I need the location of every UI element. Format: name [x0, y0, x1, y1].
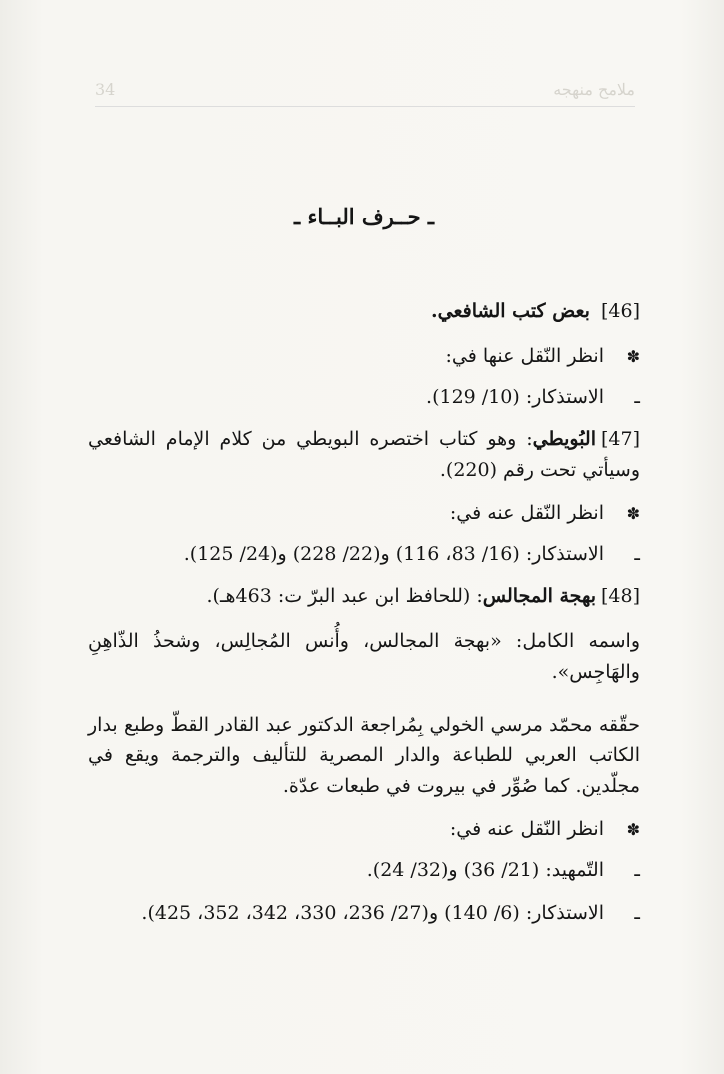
- bleed-through-page-number: 34: [95, 80, 116, 99]
- reference-text: الاستذكار: (10/ 129).: [426, 385, 604, 408]
- entry-number: [48]: [600, 585, 640, 608]
- entry-head: [88, 581, 640, 612]
- page-content: [88, 200, 640, 940]
- bleed-through-title: ملامح منهجه: [553, 80, 635, 99]
- entry-description: : (للحافظ ابن عبد البرّ ت: 463هـ).: [206, 585, 483, 608]
- entry-title: بهجة المجالس: [482, 585, 596, 608]
- reference-intro-text: انظر النّقل عنها في:: [445, 344, 604, 367]
- reference-intro-text: انظر النّقل عنه في:: [449, 817, 604, 840]
- reference-line: [88, 855, 640, 886]
- dash-icon: ـ: [634, 901, 640, 924]
- entry-head: [88, 424, 640, 486]
- reference-intro: [88, 341, 640, 372]
- reference-intro-text: انظر النّقل عنه في:: [449, 501, 604, 524]
- entry-description: : وهو كتاب اختصره البويطي من كلام الإمام الشافعي وسيأتي تحت رقم (220).: [88, 428, 640, 482]
- entry-title: البُويطي: [532, 428, 596, 451]
- reference-intro: [88, 814, 640, 845]
- reference-line: [88, 898, 640, 929]
- entry-paragraph: واسمه الكامل: «بهجة المجالس، وأُنس المُجالِس، وشحذُ الذّاهِنِ والهَاجِس».: [88, 630, 640, 683]
- entry-47: [88, 424, 640, 569]
- reference-text: الاستذكار: (16/ 83، 116) و(22/ 228) و(24/ 125).: [183, 542, 604, 565]
- entry-48: [88, 581, 640, 928]
- reference-text: التّمهيد: (21/ 36) و(32/ 24).: [366, 858, 604, 881]
- entry-number: [46]: [600, 300, 640, 323]
- entry-title: بعض كتب الشافعي.: [431, 300, 590, 323]
- dash-icon: ـ: [634, 385, 640, 408]
- reference-line: [88, 539, 640, 570]
- section-heading: ـ حــرف البــاء ـ: [293, 204, 435, 229]
- dash-icon: ـ: [634, 542, 640, 565]
- entry-46: [88, 296, 640, 412]
- asterisk-icon: ✽: [626, 503, 640, 523]
- entry-paragraph: حقّقه محمّد مرسي الخولي بِمُراجعة الدكتور عبد القادر القطّ وطبع بدار الكاتب العربي للطباعة والدار المصرية للتأليف والترجمة ويقع في مجلّدين. كما صُوِّر في بيروت في طبعات عدّة.: [88, 713, 640, 798]
- reference-intro: [88, 498, 640, 529]
- dash-icon: ـ: [634, 858, 640, 881]
- entry-number: [47]: [600, 428, 640, 451]
- asterisk-icon: ✽: [626, 346, 640, 366]
- reference-text: الاستذكار: (6/ 140) و(27/ 236، 330، 342، 352، 425).: [141, 901, 604, 924]
- asterisk-icon: ✽: [626, 819, 640, 839]
- entry-head: [88, 296, 640, 327]
- bleed-through-rule: [95, 106, 635, 107]
- reference-line: [88, 382, 640, 413]
